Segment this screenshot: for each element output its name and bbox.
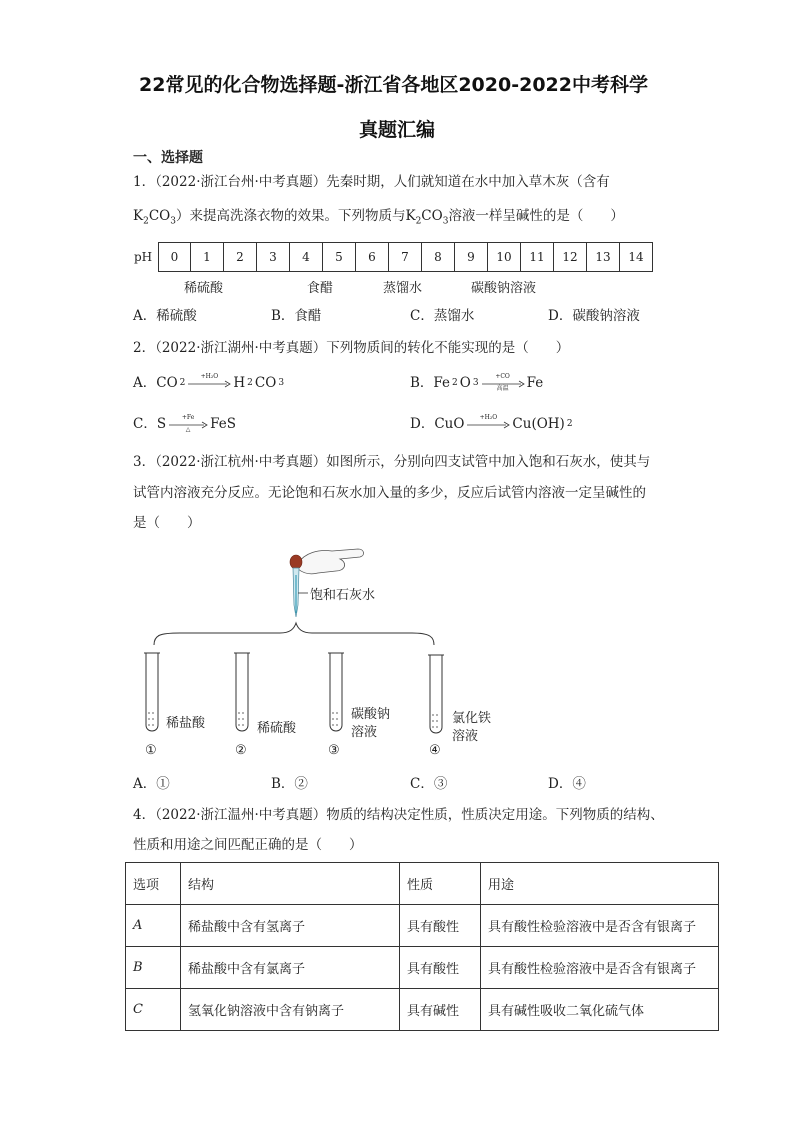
section-heading: 一、选择题 xyxy=(133,150,203,166)
tube-label-line2: 溶液 xyxy=(452,729,479,744)
table-header: 结构 xyxy=(181,863,400,905)
tube-number: ② xyxy=(235,743,247,758)
table-row xyxy=(126,989,719,1031)
ph-cell: 5 xyxy=(323,243,356,272)
table-cell: C xyxy=(126,989,181,1031)
ph-scale-label: 蒸馏水 xyxy=(383,281,423,296)
ph-label: pH xyxy=(134,250,153,264)
q2-option-b[interactable]: B．Fe 2 O 3 +CO 高温 Fe xyxy=(410,373,544,392)
ph-cell: 14 xyxy=(620,243,653,272)
reaction-arrow: +H₂O xyxy=(187,377,231,389)
q1-stem-line2: $K_2CO_3$）来提高洗涤衣物的效果。下列物质与$K_2CO_3$溶液一样呈碱性的是（ ） xyxy=(133,208,624,227)
tube-label: 碳酸钠 xyxy=(351,707,391,722)
ph-scale-label: 食醋 xyxy=(307,281,334,296)
q4-table xyxy=(125,862,719,1031)
tube-number: ① xyxy=(145,743,157,758)
table-row xyxy=(126,905,719,947)
table-cell: 具有酸性检验溶液中是否含有银离子 xyxy=(481,905,719,947)
dropper-bulb-icon xyxy=(290,555,302,569)
ph-cell: 7 xyxy=(389,243,422,272)
ph-cell: 4 xyxy=(290,243,323,272)
q1-stem-line1: 1．（2022·浙江台州·中考真题）先秦时期，人们就知道在水中加入草木灰（含有 xyxy=(133,174,610,190)
table-cell: A xyxy=(126,905,181,947)
table-header: 用途 xyxy=(481,863,719,905)
test-tube-1-icon xyxy=(144,653,160,731)
tube-label: 稀硫酸 xyxy=(257,721,297,736)
q3-stem-line1: 3．（2022·浙江杭州·中考真题）如图所示，分别向四支试管中加入饱和石灰水，使其与 xyxy=(133,454,651,470)
q1-option-c[interactable]: C．蒸馏水 xyxy=(410,308,475,324)
ph-scale-label: 稀硫酸 xyxy=(184,281,224,296)
table-cell: 稀盐酸中含有氯离子 xyxy=(181,947,400,989)
table-cell: 具有酸性检验溶液中是否含有银离子 xyxy=(481,947,719,989)
tube-number: ③ xyxy=(328,743,340,758)
tube-number: ④ xyxy=(429,743,441,758)
table-cell: 具有酸性 xyxy=(400,947,481,989)
page-title: 22常见的化合物选择题-浙江省各地区2020-2022中考科学 xyxy=(139,74,648,96)
q3-option-d[interactable]: D．④ xyxy=(548,776,586,792)
q3-option-b[interactable]: B．② xyxy=(271,776,308,792)
table-header: 选项 xyxy=(126,863,181,905)
test-tube-4-icon xyxy=(428,655,444,733)
table-cell: 具有碱性吸收二氧化硫气体 xyxy=(481,989,719,1031)
ph-cell: 8 xyxy=(422,243,455,272)
q4-stem-line2: 性质和用途之间匹配正确的是（ ） xyxy=(133,837,363,853)
ph-cell: 1 xyxy=(191,243,224,272)
reaction-arrow: +H₂O xyxy=(466,418,510,430)
table-header-row xyxy=(126,863,719,905)
test-tube-3-icon xyxy=(328,653,344,731)
ph-scale-table xyxy=(134,242,653,272)
test-tube-2-icon xyxy=(234,653,250,731)
reaction-arrow: +Fe △ xyxy=(168,418,208,430)
ph-cell: 0 xyxy=(159,243,191,272)
ph-cell: 9 xyxy=(455,243,488,272)
q1-option-b[interactable]: B．食醋 xyxy=(271,308,322,324)
q2-option-a[interactable]: A．CO 2 +H₂O H 2 CO 3 xyxy=(133,373,285,391)
page-title-line2: 真题汇编 xyxy=(359,119,436,141)
q2-option-c[interactable]: C．S +Fe △ FeS xyxy=(133,414,236,433)
q3-stem-line3: 是（ ） xyxy=(133,515,201,531)
ph-cell: 13 xyxy=(587,243,620,272)
tube-label: 氯化铁 xyxy=(452,711,492,726)
q2-option-d[interactable]: D．CuO +H₂O Cu(OH) 2 xyxy=(410,414,573,432)
tube-label-line2: 溶液 xyxy=(351,725,378,740)
ph-cell: 6 xyxy=(356,243,389,272)
q1-option-d[interactable]: D．碳酸钠溶液 xyxy=(548,308,640,324)
q3-option-a[interactable]: A．① xyxy=(133,776,170,792)
table-header: 性质 xyxy=(400,863,481,905)
ph-scale-label: 碳酸钠溶液 xyxy=(471,281,537,296)
q3-stem-line2: 试管内溶液充分反应。无论饱和石灰水加入量的多少，反应后试管内溶液一定呈碱性的 xyxy=(133,485,646,501)
ph-cell: 12 xyxy=(554,243,587,272)
reaction-arrow: +CO 高温 xyxy=(481,377,525,389)
brace-icon xyxy=(154,623,434,645)
table-cell: 具有碱性 xyxy=(400,989,481,1031)
ph-cell: 11 xyxy=(521,243,554,272)
tube-label: 稀盐酸 xyxy=(166,716,206,731)
q3-figure xyxy=(140,545,480,765)
table-cell: 具有酸性 xyxy=(400,905,481,947)
ph-cell: 3 xyxy=(257,243,290,272)
q4-stem-line1: 4．（2022·浙江温州·中考真题）物质的结构决定性质，性质决定用途。下列物质的结构、 xyxy=(133,807,664,823)
q2-stem: 2．（2022·浙江湖州·中考真题）下列物质间的转化不能实现的是（ ） xyxy=(133,340,570,356)
hand-icon xyxy=(298,549,364,574)
table-cell: B xyxy=(126,947,181,989)
q3-option-c[interactable]: C．③ xyxy=(410,776,448,792)
ph-cell: 2 xyxy=(224,243,257,272)
dropper-label: 饱和石灰水 xyxy=(310,588,376,603)
table-cell: 稀盐酸中含有氢离子 xyxy=(181,905,400,947)
table-cell: 氢氧化钠溶液中含有钠离子 xyxy=(181,989,400,1031)
ph-cell: 10 xyxy=(488,243,521,272)
q1-option-a[interactable]: A．稀硫酸 xyxy=(133,308,197,324)
table-row xyxy=(126,947,719,989)
